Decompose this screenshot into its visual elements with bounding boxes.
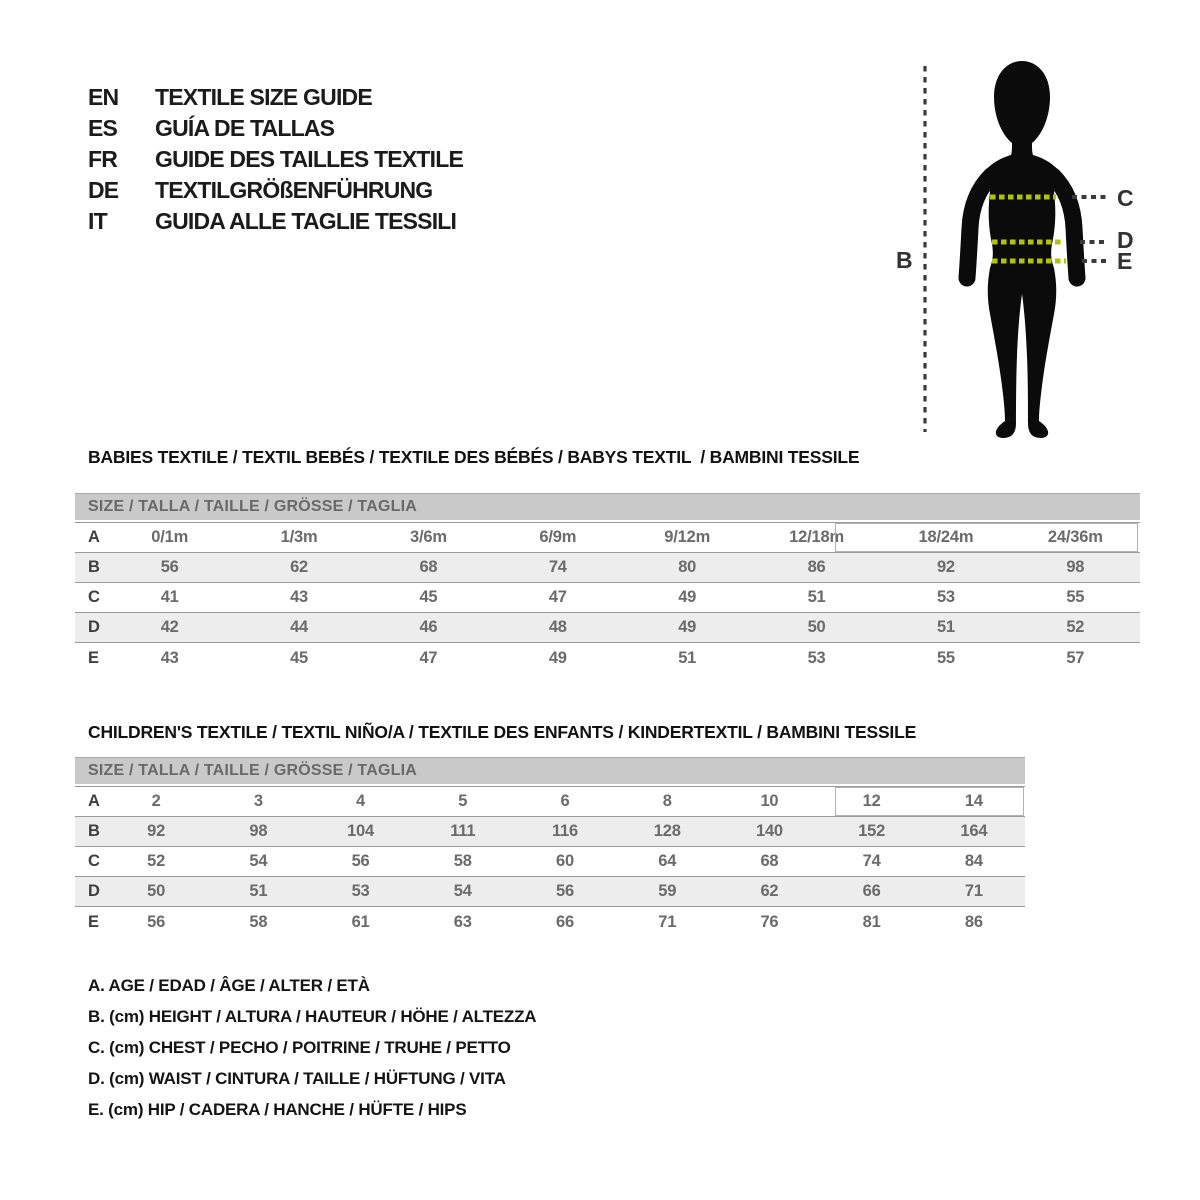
table-cell: 49: [678, 618, 697, 636]
language-row: [88, 206, 463, 237]
legend-item: B. (cm) HEIGHT / ALTURA / HAUTEUR / HÖHE / ALTEZZA: [88, 1007, 537, 1026]
table-cell: 24/36m: [1047, 528, 1103, 546]
table-cell: 62: [760, 882, 779, 900]
table-cell: 49: [678, 588, 697, 606]
table-cell: 80: [678, 558, 697, 576]
table-cell: 56: [147, 912, 166, 931]
table-cell: 104: [347, 822, 375, 840]
babies-table-rows: [75, 522, 1140, 673]
table-cell: 5: [458, 792, 468, 810]
child-left-arm: [967, 176, 991, 278]
table-cell: 9/12m: [664, 528, 711, 546]
row-label: C: [88, 852, 100, 870]
row-label: C: [88, 588, 100, 606]
table-cell: 53: [807, 648, 826, 667]
table-cell: 92: [936, 558, 955, 576]
babies-size-table: [75, 447, 1140, 679]
table-cell: 140: [755, 822, 783, 840]
table-cell: 12: [862, 792, 881, 810]
table-cell: 53: [351, 882, 370, 900]
table-row-B: [75, 817, 1025, 847]
table-cell: 51: [936, 618, 955, 636]
table-cell: 41: [160, 588, 179, 606]
table-cell: 66: [556, 912, 574, 931]
table-cell: 51: [678, 648, 697, 667]
table-cell: 63: [453, 912, 472, 931]
legend-item: C. (cm) CHEST / PECHO / POITRINE / TRUHE / PETTO: [88, 1038, 511, 1057]
row-label: B: [88, 558, 100, 576]
table-cell: 74: [862, 852, 881, 870]
table-cell: 56: [556, 882, 574, 900]
table-cell: 58: [453, 852, 472, 870]
table-cell: 6/9m: [539, 528, 577, 546]
table-cell: 44: [290, 618, 309, 636]
table-row-B: [75, 553, 1140, 583]
table-cell: 71: [658, 912, 677, 931]
row-label: E: [88, 912, 100, 931]
table-cell: 152: [858, 822, 886, 840]
table-cell: 54: [249, 852, 268, 870]
table-cell: 62: [290, 558, 309, 576]
table-cell: 2: [151, 792, 161, 810]
table-cell: 98: [1066, 558, 1085, 576]
table-cell: 111: [450, 822, 476, 840]
table-cell: 57: [1066, 648, 1085, 667]
language-code: DE: [88, 177, 119, 203]
table-cell: 43: [290, 588, 309, 606]
table-cell: 128: [653, 822, 681, 840]
table-cell: 0/1m: [151, 528, 189, 546]
table-cell: 74: [548, 558, 567, 576]
table-cell: 43: [160, 648, 179, 667]
waist-label: D: [1117, 227, 1134, 253]
size-header-label: SIZE / TALLA / TAILLE / GRÖSSE / TAGLIA: [88, 498, 417, 515]
table-cell: 64: [658, 852, 677, 870]
table-cell: 66: [862, 882, 881, 900]
table-cell: 3/6m: [410, 528, 447, 546]
table-row-D: [75, 877, 1025, 907]
table-cell: 52: [147, 852, 166, 870]
legend-item: E. (cm) HIP / CADERA / HANCHE / HÜFTE / HIPS: [88, 1100, 467, 1119]
babies-table-title: BABIES TEXTILE / TEXTIL BEBÉS / TEXTILE DES BÉBÉS / BABYS TEXTIL / BAMBINI TESSILE: [88, 447, 860, 467]
table-cell: 1/3m: [280, 528, 318, 546]
children-size-header-band: [75, 757, 1025, 784]
language-row: [88, 144, 463, 175]
children-table-title: CHILDREN'S TEXTILE / TEXTIL NIÑO/A / TEXTILE DES ENFANTS / KINDERTEXTIL / BAMBINI TESSILE: [88, 722, 917, 742]
table-cell: 50: [147, 882, 166, 900]
table-cell: 164: [960, 822, 988, 840]
child-silhouette: [981, 61, 1063, 438]
table-cell: 61: [351, 912, 370, 931]
row-label: E: [88, 648, 100, 667]
language-code: IT: [88, 208, 107, 234]
table-cell: 56: [351, 852, 370, 870]
language-row: [88, 175, 463, 206]
table-cell: 18/24m: [918, 528, 974, 546]
table-cell: 76: [760, 912, 779, 931]
row-label: D: [88, 882, 100, 900]
table-cell: 12/18m: [789, 528, 844, 546]
table-cell: 86: [964, 912, 983, 931]
table-cell: 47: [419, 648, 438, 667]
table-cell: 81: [862, 912, 881, 931]
table-cell: 45: [419, 588, 438, 606]
table-cell: 56: [160, 558, 179, 576]
language-title-list: [88, 82, 463, 237]
table-cell: 55: [1066, 588, 1085, 606]
table-cell: 47: [548, 588, 567, 606]
hip-label: E: [1117, 248, 1133, 274]
table-row-D: [75, 613, 1140, 643]
table-cell: 68: [419, 558, 438, 576]
row-label: A: [88, 528, 100, 546]
table-cell: 49: [548, 648, 567, 667]
table-cell: 50: [807, 618, 826, 636]
children-size-table: [75, 722, 1025, 942]
measurement-legend: [88, 970, 536, 1125]
table-cell: 59: [658, 882, 677, 900]
language-title: TEXTILE SIZE GUIDE: [155, 84, 372, 110]
table-cell: 42: [160, 618, 179, 636]
table-row-C: [75, 583, 1140, 613]
language-row: [88, 82, 463, 113]
table-cell: 10: [760, 792, 779, 810]
size-header-label: SIZE / TALLA / TAILLE / GRÖSSE / TAGLIA: [88, 762, 417, 779]
row-label: D: [88, 618, 100, 636]
language-code: FR: [88, 146, 118, 172]
row-label: B: [88, 822, 100, 840]
table-cell: 4: [356, 792, 366, 810]
table-cell: 116: [551, 822, 578, 840]
table-cell: 98: [249, 822, 268, 840]
height-label: B: [896, 247, 913, 273]
table-cell: 14: [964, 792, 983, 810]
language-row: [88, 113, 463, 144]
legend-item: A. AGE / EDAD / ÂGE / ALTER / ETÀ: [88, 976, 370, 995]
chest-label: C: [1117, 185, 1134, 211]
language-code: ES: [88, 115, 118, 141]
table-cell: 68: [760, 852, 779, 870]
table-cell: 6: [560, 792, 570, 810]
legend-item: D. (cm) WAIST / CINTURA / TAILLE / HÜFTUNG / VITA: [88, 1069, 506, 1088]
table-cell: 53: [936, 588, 955, 606]
child-silhouette-figure: [860, 40, 1200, 460]
table-cell: 60: [556, 852, 574, 870]
row-label: A: [88, 792, 100, 810]
table-cell: 48: [548, 618, 567, 636]
table-cell: 52: [1066, 618, 1085, 636]
table-row-E: [75, 907, 1025, 937]
language-code: EN: [88, 84, 119, 110]
language-title: GUIDE DES TAILLES TEXTILE: [155, 146, 463, 172]
table-cell: 51: [249, 882, 268, 900]
children-table-rows: [75, 786, 1025, 937]
table-cell: 86: [807, 558, 826, 576]
table-cell: 58: [249, 912, 268, 931]
language-title: GUÍA DE TALLAS: [155, 115, 335, 141]
language-title: TEXTILGRÖßENFÜHRUNG: [155, 177, 433, 203]
table-row-C: [75, 847, 1025, 877]
table-cell: 3: [253, 792, 263, 810]
table-cell: 8: [662, 792, 672, 810]
table-cell: 46: [419, 618, 438, 636]
table-cell: 54: [453, 882, 472, 900]
table-cell: 84: [964, 852, 983, 870]
table-cell: 45: [290, 648, 309, 667]
table-cell: 71: [964, 882, 983, 900]
table-row-A: [75, 787, 1025, 817]
language-title: GUIDA ALLE TAGLIE TESSILI: [155, 208, 457, 234]
table-cell: 55: [936, 648, 955, 667]
table-row-E: [75, 643, 1140, 673]
table-cell: 92: [147, 822, 166, 840]
babies-size-header-band: [75, 493, 1140, 520]
table-cell: 51: [807, 588, 826, 606]
table-row-A: [75, 523, 1140, 553]
